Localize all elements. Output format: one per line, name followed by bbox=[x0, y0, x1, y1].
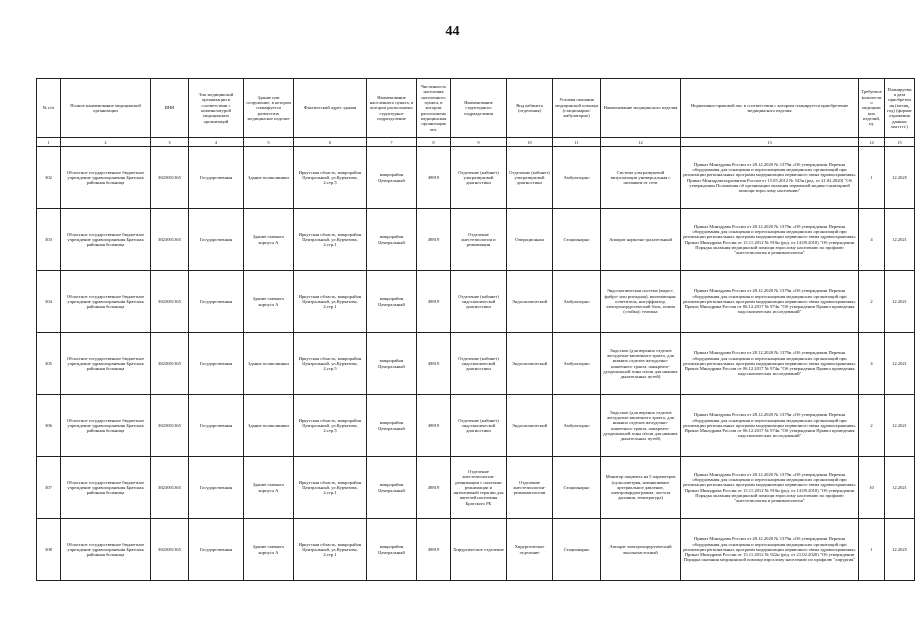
building-cell: Здание поликлиники bbox=[244, 147, 294, 209]
legal-act-cell: Приказ Минздрава России от 28.12.2020 № 1379н «Об утверждении Перечня оборудования для оснащения и переоснащения медицинских организаций при реализации региональных программ модернизации первичного звена здравоохранения» Приказ Минздравсоцразвития России от 15.05.2012 № 543н (ред. от 21.02.2020) "Об утверждении Положения об организации оказания первичной медико-санитарной помощи взрослому населению" bbox=[681, 147, 859, 209]
purchase-date-cell: 12.2021 bbox=[885, 271, 915, 333]
care-conditions-cell: Стационарно bbox=[553, 519, 601, 581]
org-type-cell: Государственная bbox=[189, 519, 244, 581]
column-header: Тип медицинской организации в соответствии с номенклатурой медицинских организаций bbox=[189, 79, 244, 138]
purchase-date-cell: 12.2021 bbox=[885, 457, 915, 519]
settlement-cell: микрорайон Центральный bbox=[367, 209, 417, 271]
device-name-cell: Эндоскоп (для верхних отделов желудочно-кишечного тракта, для нижних отделов желудочно-кишечного тракта, панкреато-дуоденальной зоны и/или для нижних дыхательных путей) bbox=[601, 333, 681, 395]
column-number: 9 bbox=[451, 138, 507, 147]
building-cell: Здание главного корпуса А bbox=[244, 209, 294, 271]
population-cell: 49819 bbox=[417, 271, 451, 333]
settlement-cell: микрорайон Центральный bbox=[367, 395, 417, 457]
inn-cell: 3823001365 bbox=[151, 457, 189, 519]
column-number: 13 bbox=[681, 138, 859, 147]
address-cell: Иркутская область, микрорайон Центральный, ул.Курчатова, 2,стр.5 bbox=[294, 147, 367, 209]
org-type-cell: Государственная bbox=[189, 209, 244, 271]
table-row bbox=[37, 519, 915, 581]
org-type-cell: Государственная bbox=[189, 271, 244, 333]
row-number-cell: 302 bbox=[37, 147, 61, 209]
column-header: Планируемая дата приобретения (месяц, год) (формат отражения данных мм.гггг.) bbox=[885, 79, 915, 138]
division-cell: Отделение (кабинет) ультразвуковой диагностики bbox=[451, 147, 507, 209]
division-cell: Отделение анестезиологии-реанимации с палатами реанимации и интенсивной терапии для жителей населения Братского РБ bbox=[451, 457, 507, 519]
row-number-cell: 306 bbox=[37, 395, 61, 457]
column-header: Фактический адрес здания bbox=[294, 79, 367, 138]
care-conditions-cell: Амбулаторно bbox=[553, 333, 601, 395]
org-type-cell: Государственная bbox=[189, 457, 244, 519]
quantity-cell: 2 bbox=[859, 271, 885, 333]
org-type-cell: Государственная bbox=[189, 147, 244, 209]
purchase-date-cell: 12.2021 bbox=[885, 395, 915, 457]
address-cell: Иркутская область, микрорайон Центральный, ул.Курчатова, 2,стр.5 bbox=[294, 333, 367, 395]
inn-cell: 3823001365 bbox=[151, 333, 189, 395]
population-cell: 49819 bbox=[417, 395, 451, 457]
device-name-cell: Система ультразвуковой визуализации универсальная с питанием от сети bbox=[601, 147, 681, 209]
inn-cell: 3823001365 bbox=[151, 519, 189, 581]
inn-cell: 3823001365 bbox=[151, 395, 189, 457]
address-cell: Иркутская область, микрорайон Центральный, ул.Курчатова, 2,стр.1 bbox=[294, 457, 367, 519]
settlement-cell: микрорайон Центральный bbox=[367, 271, 417, 333]
purchase-date-cell: 12.2021 bbox=[885, 209, 915, 271]
column-header: ИНН bbox=[151, 79, 189, 138]
division-cell: Отделение анестезиологии и реанимации bbox=[451, 209, 507, 271]
table-row bbox=[37, 209, 915, 271]
organization-name-cell: Областное государственное бюджетное учреждение здравоохранения Братская районная больница bbox=[61, 209, 151, 271]
organization-name-cell: Областное государственное бюджетное учреждение здравоохранения Братская районная больница bbox=[61, 395, 151, 457]
column-number: 10 bbox=[507, 138, 553, 147]
legal-act-cell: Приказ Минздрава России от 28.12.2020 № 1379н «Об утверждении Перечня оборудования для оснащения и переоснащения медицинских организаций при реализации региональных программ модернизации первичного звена здравоохранения» Приказ Минздрава России от 15.11.2012 № 922н (ред. от 21.02.2020) "Об утверждении Порядка оказания медицинской помощи взрослому населению по профилю "хирургия" bbox=[681, 519, 859, 581]
cabinet-type-cell: Отделение анестезиологии-реаниматологии bbox=[507, 457, 553, 519]
building-cell: Здание поликлиники bbox=[244, 333, 294, 395]
column-number: 7 bbox=[367, 138, 417, 147]
building-cell: Здание главного корпуса А bbox=[244, 457, 294, 519]
row-number-cell: 305 bbox=[37, 333, 61, 395]
quantity-cell: 4 bbox=[859, 333, 885, 395]
organization-name-cell: Областное государственное бюджетное учреждение здравоохранения Братская районная больница bbox=[61, 457, 151, 519]
column-header: Здание или сооружение, в котором планируется разместить медицинское изделие bbox=[244, 79, 294, 138]
settlement-cell: микрорайон Центральный bbox=[367, 457, 417, 519]
purchase-date-cell: 12.2021 bbox=[885, 333, 915, 395]
legal-act-cell: Приказ Минздрава России от 28.12.2020 № 1379н «Об утверждении Перечня оборудования для оснащения и переоснащения медицинских организаций при реализации региональных программ модернизации первичного звена здравоохранения» Приказ Минздрава России от 06.12.2017 № 974н "Об утверждении Правил проведения эндоскопических исследований" bbox=[681, 333, 859, 395]
column-header: Наименование структурного подразделения bbox=[451, 79, 507, 138]
division-cell: Отделение (кабинет) эндоскопической диагностики bbox=[451, 333, 507, 395]
cabinet-type-cell: Эндоскопический bbox=[507, 395, 553, 457]
column-number: 15 bbox=[885, 138, 915, 147]
row-number-cell: 303 bbox=[37, 209, 61, 271]
table-row bbox=[37, 457, 915, 519]
device-name-cell: Аппарат наркозно-дыхательный bbox=[601, 209, 681, 271]
building-cell: Здание поликлиники bbox=[244, 395, 294, 457]
column-number: 11 bbox=[553, 138, 601, 147]
inn-cell: 3823001365 bbox=[151, 271, 189, 333]
column-number: 8 bbox=[417, 138, 451, 147]
care-conditions-cell: Амбулаторно bbox=[553, 271, 601, 333]
cabinet-type-cell: Операционная bbox=[507, 209, 553, 271]
column-header: Наименование медицинского изделия bbox=[601, 79, 681, 138]
column-number: 4 bbox=[189, 138, 244, 147]
quantity-cell: 10 bbox=[859, 457, 885, 519]
care-conditions-cell: Стационарно bbox=[553, 457, 601, 519]
population-cell: 49819 bbox=[417, 209, 451, 271]
device-name-cell: Аппарат электрохирургический высокочастотный bbox=[601, 519, 681, 581]
legal-act-cell: Приказ Минздрава России от 28.12.2020 № 1379н «Об утверждении Перечня оборудования для оснащения и переоснащения медицинских организаций при реализации региональных программ модернизации первичного звена здравоохранения» Приказ Минздрава России от 06.12.2017 № 974н "Об утверждении Правил проведения эндоскопических исследований" bbox=[681, 395, 859, 457]
cabinet-type-cell: Эндоскопический bbox=[507, 333, 553, 395]
device-name-cell: Эндоскоп (для верхних отделов желудочно-кишечного тракта, для нижних отделов желудочно-кишечного тракта, панкреато-дуоденальной зоны и/или для нижних дыхательных путей) bbox=[601, 395, 681, 457]
inn-cell: 3823001365 bbox=[151, 147, 189, 209]
row-number-cell: 307 bbox=[37, 457, 61, 519]
legal-act-cell: Приказ Минздрава России от 28.12.2020 № 1379н «Об утверждении Перечня оборудования для оснащения и переоснащения медицинских организаций при реализации региональных программ модернизации первичного звена здравоохранения» Приказ Минздрава России от 15.11.2012 № 919н (ред. от 14.09.2018) "Об утверждении Порядка оказания медицинской помощи взрослому населению по профилю "анестезиология и реаниматология" bbox=[681, 457, 859, 519]
population-cell: 49819 bbox=[417, 147, 451, 209]
cabinet-type-cell: Хирургическое отделение bbox=[507, 519, 553, 581]
legal-act-cell: Приказ Минздрава России от 28.12.2020 № 1379н «Об утверждении Перечня оборудования для оснащения и переоснащения медицинских организаций при реализации региональных программ модернизации первичного звена здравоохранения» Приказ Минздрава России от 06.12.2017 № 974н "Об утверждении Правил проведения эндоскопических исследований" bbox=[681, 271, 859, 333]
quantity-cell: 1 bbox=[859, 519, 885, 581]
settlement-cell: микрорайон Центральный bbox=[367, 147, 417, 209]
building-cell: Здание главного корпуса А bbox=[244, 271, 294, 333]
cabinet-type-cell: Эндоскопический bbox=[507, 271, 553, 333]
organization-name-cell: Областное государственное бюджетное учреждение здравоохранения Братская районная больница bbox=[61, 271, 151, 333]
column-number: 3 bbox=[151, 138, 189, 147]
column-header: Полное наименование медицинской организации bbox=[61, 79, 151, 138]
settlement-cell: микрорайон Центральный bbox=[367, 519, 417, 581]
device-name-cell: Монитор пациента на 5 параметров (пульсометрия, неинвазивное артериальное давление, электрокардиограмма, частота дыхания, температура) bbox=[601, 457, 681, 519]
organization-name-cell: Областное государственное бюджетное учреждение здравоохранения Братская районная больница bbox=[61, 147, 151, 209]
organization-name-cell: Областное государственное бюджетное учреждение здравоохранения Братская районная больница bbox=[61, 519, 151, 581]
column-number: 6 bbox=[294, 138, 367, 147]
column-header: Требуемое количество медицинских изделий, ед. bbox=[859, 79, 885, 138]
purchase-date-cell: 12.2025 bbox=[885, 519, 915, 581]
quantity-cell: 2 bbox=[859, 395, 885, 457]
division-cell: Отделение (кабинет) эндоскопической диагностики bbox=[451, 271, 507, 333]
quantity-cell: 1 bbox=[859, 147, 885, 209]
header-row bbox=[37, 79, 915, 138]
column-header: Наименование населенного пункта, в котором расположено структурное подразделение bbox=[367, 79, 417, 138]
column-number-row bbox=[37, 138, 915, 147]
building-cell: Здание главного корпуса А bbox=[244, 519, 294, 581]
care-conditions-cell: Стационарно bbox=[553, 209, 601, 271]
care-conditions-cell: Амбулаторно bbox=[553, 147, 601, 209]
organization-name-cell: Областное государственное бюджетное учреждение здравоохранения Братская районная больница bbox=[61, 333, 151, 395]
column-header: № п/п bbox=[37, 79, 61, 138]
column-header: Условия оказания медицинской помощи (стационарно/амбулаторно) bbox=[553, 79, 601, 138]
device-name-cell: Эндоскопическая система (видео-, фибро- или ригидная), включающая: осветитель, инсуффлятор, электрохирургический блок, помпа (стойка); тележка bbox=[601, 271, 681, 333]
column-number: 1 bbox=[37, 138, 61, 147]
column-number: 14 bbox=[859, 138, 885, 147]
settlement-cell: микрорайон Центральный bbox=[367, 333, 417, 395]
address-cell: Иркутская область, микрорайон Центральный, ул.Курчатова, 2,стр.1 bbox=[294, 519, 367, 581]
column-header: Вид кабинета (отделения) bbox=[507, 79, 553, 138]
column-number: 2 bbox=[61, 138, 151, 147]
row-number-cell: 304 bbox=[37, 271, 61, 333]
purchase-date-cell: 12.2025 bbox=[885, 147, 915, 209]
page-number: 44 bbox=[445, 24, 460, 39]
table-body bbox=[37, 147, 915, 581]
column-header: Нормативно-правовой акт, в соответствии с которым планируется приобретение медицинского изделия bbox=[681, 79, 859, 138]
row-number-cell: 308 bbox=[37, 519, 61, 581]
quantity-cell: 4 bbox=[859, 209, 885, 271]
division-cell: Хирургическое отделение bbox=[451, 519, 507, 581]
column-number: 5 bbox=[244, 138, 294, 147]
inn-cell: 3823001365 bbox=[151, 209, 189, 271]
population-cell: 49819 bbox=[417, 457, 451, 519]
equipment-registry-table bbox=[36, 78, 915, 581]
legal-act-cell: Приказ Минздрава России от 28.12.2020 № 1379н «Об утверждении Перечня оборудования для оснащения и переоснащения медицинских организаций при реализации региональных программ модернизации первичного звена здравоохранения» Приказ Минздрава России от 15.11.2012 № 919н (ред. от 14.09.2018) "Об утверждении Порядка оказания медицинской помощи взрослому населению по профилю "анестезиология и реаниматология" bbox=[681, 209, 859, 271]
table-row bbox=[37, 271, 915, 333]
cabinet-type-cell: Отделение (кабинет) ультразвуковой диагностики bbox=[507, 147, 553, 209]
address-cell: Иркутская область, микрорайон Центральный, ул.Курчатова, 2,стр.1 bbox=[294, 209, 367, 271]
division-cell: Отделение (кабинет) эндоскопической диагностики bbox=[451, 395, 507, 457]
table-row bbox=[37, 333, 915, 395]
table-row bbox=[37, 395, 915, 457]
table-row bbox=[37, 147, 915, 209]
address-cell: Иркутская область, микрорайон Центральный, ул.Курчатова, 2,стр.1 bbox=[294, 271, 367, 333]
address-cell: Иркутская область, микрорайон Центральный, ул.Курчатова, 2,стр.5 bbox=[294, 395, 367, 457]
column-header: Численность населения населенного пункта, в котором расположено медицинская организация чел. bbox=[417, 79, 451, 138]
org-type-cell: Государственная bbox=[189, 395, 244, 457]
population-cell: 49819 bbox=[417, 519, 451, 581]
population-cell: 49819 bbox=[417, 333, 451, 395]
care-conditions-cell: Амбулаторно bbox=[553, 395, 601, 457]
column-number: 12 bbox=[601, 138, 681, 147]
org-type-cell: Государственная bbox=[189, 333, 244, 395]
